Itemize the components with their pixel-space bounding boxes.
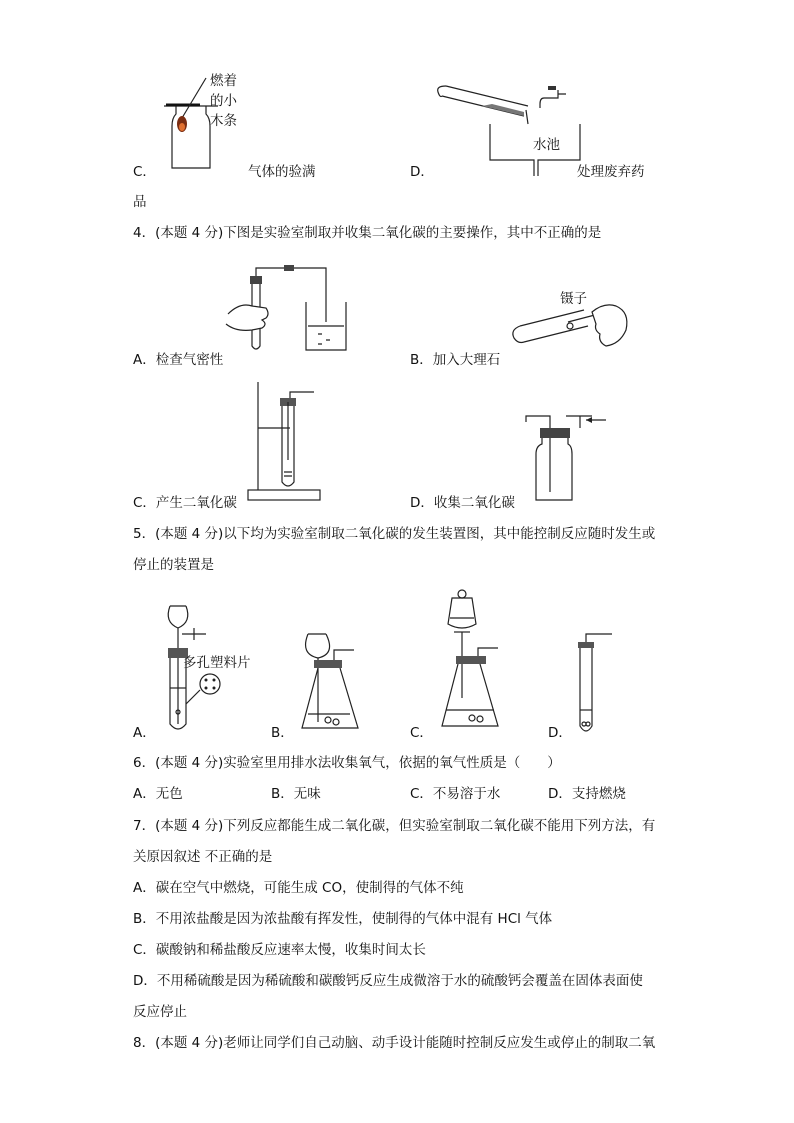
q7-option-a: A．碳在空气中燃烧，可能生成 CO，使制得的气体不纯 — [133, 880, 464, 896]
figure-device-b — [296, 630, 366, 738]
option-d-label: D． — [410, 164, 434, 180]
q6-option-a: A．无色 — [133, 786, 183, 802]
stick-label-2: 的小 — [210, 93, 237, 109]
q4-option-b: B．加入大理石 — [410, 352, 501, 368]
q5-stem-line1: 5．(本题 4 分)以下均为实验室制取二氧化碳的发生装置图，其中能控制反应随时发生或 — [133, 526, 656, 542]
option-c-label: C． — [133, 164, 156, 180]
tweezers-label: 镊子 — [560, 291, 587, 307]
figure-device-c — [432, 588, 512, 738]
figure-airtightness-check — [222, 262, 352, 354]
option-c-caption: 气体的验满 — [248, 164, 316, 180]
q4-option-a: A．检查气密性 — [133, 352, 224, 368]
q5-label-b: B． — [271, 725, 294, 741]
q7-option-d-line1: D．不用稀硫酸是因为稀硫酸和碳酸钙反应生成微溶于水的硫酸钙会覆盖在固体表面使 — [133, 973, 643, 989]
q4-stem: 4．(本题 4 分)下图是实验室制取并收集二氧化碳的主要操作，其中不正确的是 — [133, 225, 602, 241]
q6-option-d: D．支持燃烧 — [548, 786, 626, 802]
q4-option-c: C．产生二氧化碳 — [133, 495, 237, 511]
sink-label: 水池 — [533, 137, 560, 153]
q7-option-d-line2: 反应停止 — [133, 1004, 187, 1020]
q6-stem: 6．(本题 4 分)实验室里用排水法收集氧气，依据的氧气性质是（ ） — [133, 755, 561, 771]
stick-label-3: 木条 — [210, 113, 237, 129]
q6-option-b: B．无味 — [271, 786, 321, 802]
q5-label-a: A． — [133, 725, 156, 741]
figure-collect-co2 — [520, 412, 610, 504]
figure-generate-co2 — [244, 380, 324, 502]
figure-device-d — [572, 630, 620, 738]
q7-option-b: B．不用浓盐酸是因为浓盐酸有挥发性，使制得的气体中混有 HCl 气体 — [133, 911, 553, 927]
porous-label: 多孔塑料片 — [183, 655, 251, 671]
q4-option-d: D．收集二氧化碳 — [410, 495, 515, 511]
q8-stem-line1: 8．(本题 4 分)老师让同学们自己动脑、动手设计能随时控制反应发生或停止的制取二氧 — [133, 1035, 656, 1051]
option-d-caption: 处理废弃药 — [577, 164, 645, 180]
q5-stem-line2: 停止的装置是 — [133, 557, 214, 573]
q7-option-c: C．碳酸钠和稀盐酸反应速率太慢，收集时间太长 — [133, 942, 426, 958]
q7-stem-line2: 关原因叙述 不正确的是 — [133, 849, 273, 865]
q5-label-c: C． — [410, 725, 433, 741]
stick-label-1: 燃着 — [210, 73, 237, 89]
q5-label-d: D． — [548, 725, 572, 741]
q7-stem-line1: 7．(本题 4 分)下列反应都能生成二氧化碳，但实验室制取二氧化碳不能用下列方法，有 — [133, 818, 656, 834]
q6-option-c: C．不易溶于水 — [410, 786, 501, 802]
option-d-caption-cont: 品 — [133, 194, 147, 210]
figure-waste-disposal — [432, 76, 582, 176]
